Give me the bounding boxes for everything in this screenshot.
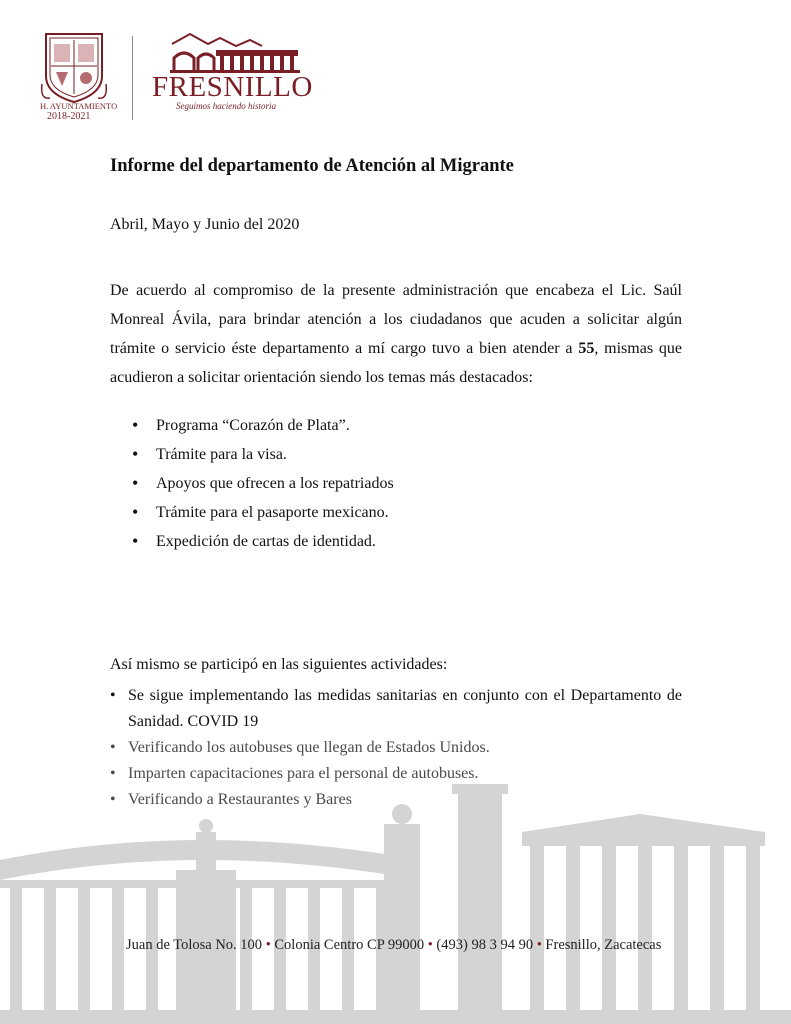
footer-phone: (493) 98 3 94 90 <box>436 937 534 953</box>
list-item: • Expedición de cartas de identidad. <box>132 527 394 556</box>
list-item: • Verificando a Restaurantes y Bares <box>110 787 682 813</box>
topics-list <box>132 411 394 556</box>
report-period: Abril, Mayo y Junio del 2020 <box>110 216 300 233</box>
list-item: • Programa “Corazón de Plata”. <box>132 411 394 440</box>
seal-years: 2018-2021 <box>47 111 91 122</box>
document-title: Informe del departamento de Atención al Migrante <box>110 156 514 176</box>
activities-intro: Así mismo se participó en las siguientes actividades: <box>110 656 448 673</box>
intro-paragraph <box>110 276 682 392</box>
list-item: • Imparten capacitaciones para el personal de autobuses. <box>110 761 682 787</box>
attendance-count: 55 <box>578 340 595 357</box>
separator-dot-icon: • <box>265 937 271 953</box>
footer-street: Juan de Tolosa No. 100 <box>126 937 263 953</box>
list-item: • Trámite para el pasaporte mexicano. <box>132 498 394 527</box>
separator-dot-icon: • <box>536 937 542 953</box>
brand-name: FRESNILLO <box>152 71 313 103</box>
footer-city: Fresnillo, Zacatecas <box>545 937 662 953</box>
city-silhouette-icon <box>0 784 791 1024</box>
intro-text-start: De acuerdo al compromiso de la presente administración que encabeza el Lic. Saúl Monreal Ávila, para brindar atención a los ciudadanos que acuden a solicitar algún trámite o servicio éste departamento a mí cargo tuvo a bien atender a <box>110 282 682 357</box>
list-item: • Se sigue implementando las medidas sanitarias en conjunto con el Departamento de Sanidad. COVID 19 <box>110 683 682 735</box>
brand-slogan: Seguimos haciendo historia <box>176 101 276 111</box>
list-item: • Trámite para la visa. <box>132 440 394 469</box>
footer-colonia: Colonia Centro CP 99000 <box>274 937 425 953</box>
separator-dot-icon: • <box>427 937 433 953</box>
footer-address <box>126 937 661 954</box>
list-item: • Verificando los autobuses que llegan de Estados Unidos. <box>110 735 682 761</box>
header-divider <box>132 36 133 120</box>
intro-text-end: , mismas que acudieron a solicitar orientación siendo los temas más destacados: <box>110 340 682 386</box>
seal-caption: H. AYUNTAMIENTO <box>40 101 118 111</box>
activities-list <box>110 683 682 813</box>
list-item: • Apoyos que ofrecen a los repatriados <box>132 469 394 498</box>
